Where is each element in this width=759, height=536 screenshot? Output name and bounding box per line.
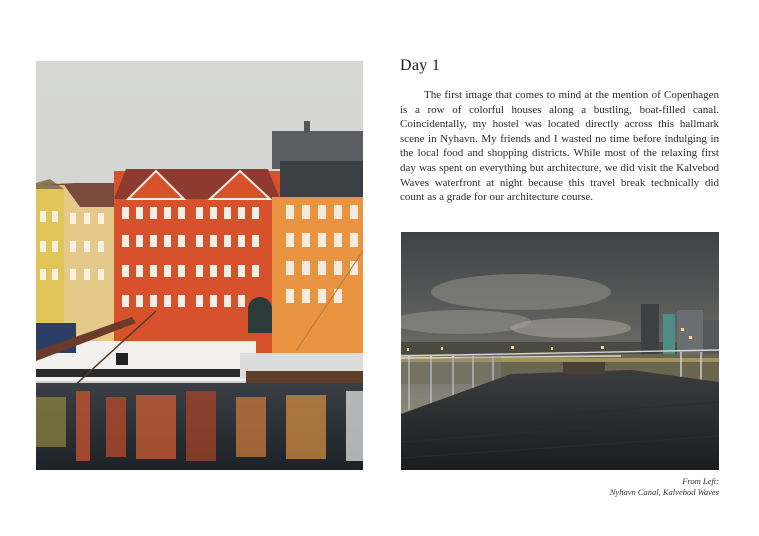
caption-line-from-left: From Left: — [682, 476, 719, 486]
day-heading: Day 1 — [400, 57, 441, 74]
caption-line-places: Nyhavn Canal, Kalvebod Waves — [609, 487, 719, 497]
photo-caption — [610, 476, 719, 498]
body-paragraph: The first image that comes to mind at the mention of Copenhagen is a row of colorful houses along a bustling, boat-filled canal. Coincidentally, my hostel was located directly across this hallmark scene in Nyhavn. My friends and I wasted no time before indulging in the local food and shopping districts. While most of the relaxing first day was spent on everything but architecture, we did visit the Kalvebod Waves waterfront at night because this travel break technically did count as a grade for our architecture course. — [400, 89, 719, 204]
kalvebod-waves-photo — [401, 232, 719, 470]
nyhavn-canal-photo — [36, 61, 363, 470]
